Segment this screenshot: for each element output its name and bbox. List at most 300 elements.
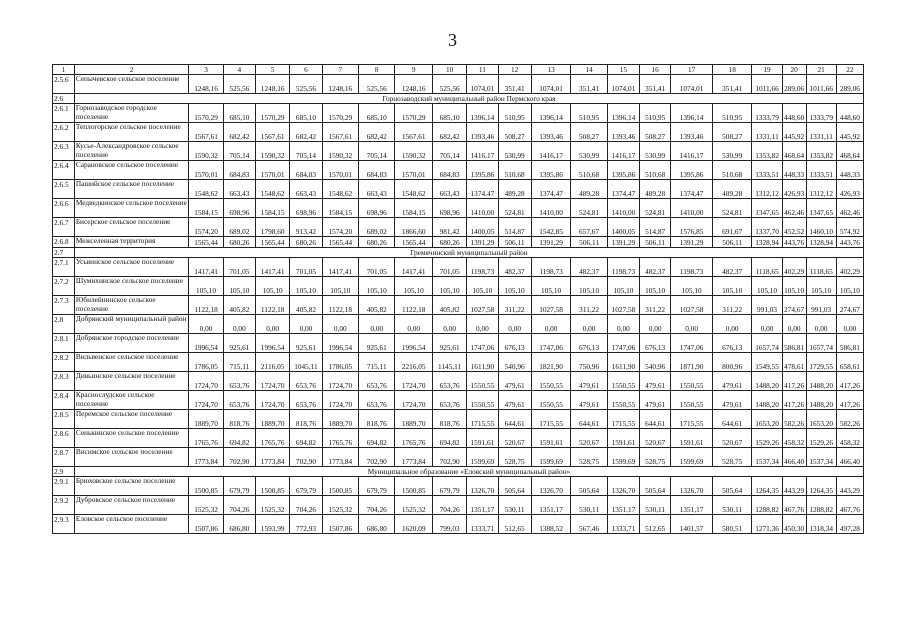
- value-cell: 586,81: [836, 334, 863, 353]
- value-cell: 1271,36: [752, 515, 782, 534]
- value-cell: 818,76: [359, 410, 395, 429]
- value-cell: 479,61: [571, 372, 607, 391]
- value-cell: 653,76: [359, 391, 395, 410]
- value-cell: 0,00: [255, 315, 289, 334]
- section-title: Горнозаводский муниципальный район Пермского края: [74, 94, 863, 104]
- value-cell: 1747,06: [671, 334, 713, 353]
- value-cell: 505,64: [498, 477, 531, 496]
- value-cell: 105,10: [531, 277, 571, 296]
- value-cell: 105,10: [806, 277, 836, 296]
- value-cell: 1328,94: [806, 237, 836, 248]
- value-cell: 1374,47: [671, 180, 713, 199]
- row-code: 2.7.2: [53, 277, 75, 296]
- value-cell: 489,28: [498, 180, 531, 199]
- tariff-table: [52, 64, 864, 534]
- value-cell: 1724,70: [322, 391, 358, 410]
- value-cell: 1333,71: [467, 515, 498, 534]
- value-cell: 105,10: [836, 277, 863, 296]
- table-row: [53, 315, 864, 334]
- value-cell: 1773,84: [255, 448, 289, 467]
- value-cell: 512,65: [640, 515, 671, 534]
- value-cell: 0,00: [322, 315, 358, 334]
- value-cell: 1724,70: [189, 372, 223, 391]
- settlement-name: Горнозаводское городское поселение: [74, 104, 189, 123]
- value-cell: 311,22: [712, 296, 752, 315]
- value-cell: 510,68: [571, 161, 607, 180]
- value-cell: 524,81: [640, 199, 671, 218]
- value-cell: 750,96: [571, 353, 607, 372]
- value-cell: 1118,65: [752, 258, 782, 277]
- value-cell: 1351,17: [671, 496, 713, 515]
- value-cell: 685,10: [290, 104, 322, 123]
- value-cell: 1318,34: [806, 515, 836, 534]
- value-cell: 0,00: [571, 315, 607, 334]
- value-cell: 489,28: [640, 180, 671, 199]
- value-cell: 351,41: [571, 75, 607, 94]
- value-cell: 1122,18: [322, 296, 358, 315]
- value-cell: 466,40: [836, 448, 863, 467]
- value-cell: 1570,01: [189, 161, 223, 180]
- value-cell: 524,81: [571, 199, 607, 218]
- row-code: 2.8.4: [53, 391, 75, 410]
- section-title: Муниципальное образование «Еловский муниципальный район»: [74, 467, 863, 477]
- value-cell: 1400,05: [607, 218, 639, 237]
- value-cell: 1889,70: [255, 410, 289, 429]
- value-cell: 1525,32: [322, 496, 358, 515]
- value-cell: 1773,84: [395, 448, 432, 467]
- value-cell: 1351,17: [531, 496, 571, 515]
- value-cell: 0,00: [782, 315, 806, 334]
- value-cell: 1331,11: [806, 123, 836, 142]
- value-cell: 479,61: [712, 372, 752, 391]
- value-cell: 1410,00: [671, 199, 713, 218]
- value-cell: 1045,11: [290, 353, 322, 372]
- settlement-name: Медведкинское сельское поселение: [74, 199, 189, 218]
- value-cell: 1118,65: [806, 258, 836, 277]
- column-header-20: 20: [782, 65, 806, 75]
- value-cell: 402,29: [836, 258, 863, 277]
- value-cell: 0,00: [671, 315, 713, 334]
- value-cell: 653,76: [223, 372, 255, 391]
- column-header-8: 8: [359, 65, 395, 75]
- value-cell: 1391,29: [607, 237, 639, 248]
- settlement-name: Брюховское сельское поселение: [74, 477, 189, 496]
- value-cell: 1500,85: [255, 477, 289, 496]
- value-cell: 1565,44: [255, 237, 289, 248]
- value-cell: 510,95: [571, 104, 607, 123]
- value-cell: 1550,55: [671, 372, 713, 391]
- value-cell: 679,79: [223, 477, 255, 496]
- value-cell: 524,81: [498, 199, 531, 218]
- value-cell: 466,40: [782, 448, 806, 467]
- value-cell: 1996,54: [322, 334, 358, 353]
- value-cell: 1198,73: [671, 258, 713, 277]
- value-cell: 1599,69: [607, 448, 639, 467]
- value-cell: 1326,70: [671, 477, 713, 496]
- table-row: [53, 199, 864, 218]
- row-code: 2.9.2: [53, 496, 75, 515]
- value-cell: 506,11: [498, 237, 531, 248]
- value-cell: 1570,01: [255, 161, 289, 180]
- row-code: 2.6: [53, 94, 75, 104]
- value-cell: 520,67: [712, 429, 752, 448]
- value-cell: 512,65: [498, 515, 531, 534]
- value-cell: 1326,70: [531, 477, 571, 496]
- value-cell: 1410,00: [467, 199, 498, 218]
- value-cell: 1599,69: [671, 448, 713, 467]
- column-header-12: 12: [498, 65, 531, 75]
- row-code: 2.8.1: [53, 334, 75, 353]
- value-cell: 289,06: [782, 75, 806, 94]
- value-cell: 574,92: [836, 218, 863, 237]
- value-cell: 1391,29: [531, 237, 571, 248]
- value-cell: 1347,65: [806, 199, 836, 218]
- value-cell: 528,75: [571, 448, 607, 467]
- value-cell: 682,42: [432, 123, 466, 142]
- value-cell: 450,30: [782, 515, 806, 534]
- value-cell: 0,00: [752, 315, 782, 334]
- settlement-name: Дубровское сельское поселение: [74, 496, 189, 515]
- value-cell: 1537,34: [752, 448, 782, 467]
- value-cell: 684,83: [223, 161, 255, 180]
- value-cell: 2216,05: [395, 353, 432, 372]
- value-cell: 443,76: [836, 237, 863, 248]
- value-cell: 644,61: [571, 410, 607, 429]
- value-cell: 468,64: [782, 142, 806, 161]
- value-cell: 663,43: [432, 180, 466, 199]
- value-cell: 530,11: [640, 496, 671, 515]
- value-cell: 1312,12: [752, 180, 782, 199]
- value-cell: 1653,20: [752, 410, 782, 429]
- value-cell: 467,76: [782, 496, 806, 515]
- value-cell: 510,95: [640, 104, 671, 123]
- value-cell: 1416,17: [607, 142, 639, 161]
- value-cell: 1584,15: [322, 199, 358, 218]
- header-row: [53, 65, 864, 75]
- value-cell: 402,29: [782, 258, 806, 277]
- value-cell: 497,28: [836, 515, 863, 534]
- row-code: 2.6.3: [53, 142, 75, 161]
- value-cell: 582,26: [836, 410, 863, 429]
- value-cell: 704,26: [223, 496, 255, 515]
- value-cell: 676,13: [498, 334, 531, 353]
- value-cell: 676,13: [571, 334, 607, 353]
- settlement-name: Шумихинское сельское поселение: [74, 277, 189, 296]
- value-cell: 1567,61: [322, 123, 358, 142]
- value-cell: 1333,71: [607, 515, 639, 534]
- value-cell: 653,76: [290, 372, 322, 391]
- value-cell: 1548,62: [255, 180, 289, 199]
- page-number: 3: [448, 30, 457, 50]
- value-cell: 1773,84: [322, 448, 358, 467]
- value-cell: 1416,17: [671, 142, 713, 161]
- table-row: [53, 180, 864, 199]
- value-cell: 1351,17: [467, 496, 498, 515]
- value-cell: 1312,12: [806, 180, 836, 199]
- value-cell: 528,75: [640, 448, 671, 467]
- value-cell: 525,56: [432, 75, 466, 94]
- value-cell: 105,10: [322, 277, 358, 296]
- value-cell: 1724,70: [255, 372, 289, 391]
- value-cell: 525,56: [290, 75, 322, 94]
- value-cell: 1574,20: [322, 218, 358, 237]
- value-cell: 1591,61: [467, 429, 498, 448]
- value-cell: 1550,55: [671, 391, 713, 410]
- value-cell: 653,76: [359, 372, 395, 391]
- table-row: [53, 391, 864, 410]
- value-cell: 445,92: [782, 123, 806, 142]
- value-cell: 1724,70: [322, 372, 358, 391]
- value-cell: 818,76: [223, 410, 255, 429]
- value-cell: 105,10: [640, 277, 671, 296]
- value-cell: 1786,05: [189, 353, 223, 372]
- value-cell: 510,95: [712, 104, 752, 123]
- value-cell: 458,32: [782, 429, 806, 448]
- value-cell: 448,33: [782, 161, 806, 180]
- value-cell: 510,68: [498, 161, 531, 180]
- value-cell: 1417,41: [255, 258, 289, 277]
- value-cell: 1715,55: [671, 410, 713, 429]
- value-cell: 1570,29: [395, 104, 432, 123]
- value-cell: 925,61: [432, 334, 466, 353]
- value-cell: 1584,15: [255, 199, 289, 218]
- value-cell: 644,61: [498, 410, 531, 429]
- value-cell: 1657,74: [752, 334, 782, 353]
- value-cell: 1122,18: [255, 296, 289, 315]
- value-cell: 0,00: [223, 315, 255, 334]
- value-cell: 105,10: [255, 277, 289, 296]
- value-cell: 1248,16: [189, 75, 223, 94]
- row-code: 2.8.7: [53, 448, 75, 467]
- value-cell: 1374,47: [531, 180, 571, 199]
- value-cell: 1548,62: [322, 180, 358, 199]
- value-cell: 1996,54: [189, 334, 223, 353]
- value-cell: 1590,32: [322, 142, 358, 161]
- value-cell: 644,61: [712, 410, 752, 429]
- value-cell: 506,11: [640, 237, 671, 248]
- value-cell: 514,87: [640, 218, 671, 237]
- row-code: 2.6.2: [53, 123, 75, 142]
- value-cell: 1074,01: [531, 75, 571, 94]
- value-cell: 417,26: [782, 372, 806, 391]
- value-cell: 467,76: [836, 496, 863, 515]
- value-cell: 0,00: [467, 315, 498, 334]
- value-cell: 1525,32: [189, 496, 223, 515]
- column-header-17: 17: [671, 65, 713, 75]
- column-header-7: 7: [322, 65, 358, 75]
- value-cell: 445,92: [836, 123, 863, 142]
- value-cell: 1729,55: [806, 353, 836, 372]
- value-cell: 1396,14: [467, 104, 498, 123]
- value-cell: 1786,05: [322, 353, 358, 372]
- value-cell: 1715,55: [607, 410, 639, 429]
- value-cell: 1417,41: [395, 258, 432, 277]
- value-cell: 1715,55: [467, 410, 498, 429]
- value-cell: 530,11: [712, 496, 752, 515]
- value-cell: 682,42: [359, 123, 395, 142]
- value-cell: 1590,32: [395, 142, 432, 161]
- value-cell: 426,93: [782, 180, 806, 199]
- value-cell: 105,10: [782, 277, 806, 296]
- value-cell: 705,14: [223, 142, 255, 161]
- value-cell: 1765,76: [322, 429, 358, 448]
- table-row: [53, 142, 864, 161]
- value-cell: 1393,46: [467, 123, 498, 142]
- value-cell: 1550,55: [467, 372, 498, 391]
- value-cell: 694,82: [359, 429, 395, 448]
- value-cell: 1507,86: [189, 515, 223, 534]
- row-code: 2.8.6: [53, 429, 75, 448]
- settlement-name: Краснослудское сельское поселение: [74, 391, 189, 410]
- value-cell: 1264,35: [752, 477, 782, 496]
- value-cell: 701,05: [432, 258, 466, 277]
- value-cell: 510,68: [712, 161, 752, 180]
- value-cell: 663,43: [223, 180, 255, 199]
- value-cell: 1488,20: [752, 391, 782, 410]
- value-cell: 1599,69: [467, 448, 498, 467]
- value-cell: 351,41: [640, 75, 671, 94]
- value-cell: 1599,69: [531, 448, 571, 467]
- value-cell: 0,00: [290, 315, 322, 334]
- settlement-name: Висимское сельское поселение: [74, 448, 189, 467]
- value-cell: 1996,54: [255, 334, 289, 353]
- value-cell: 698,96: [432, 199, 466, 218]
- value-cell: 1248,16: [322, 75, 358, 94]
- value-cell: 1548,62: [189, 180, 223, 199]
- value-cell: 405,82: [223, 296, 255, 315]
- value-cell: 1388,52: [531, 515, 571, 534]
- value-cell: 1611,90: [467, 353, 498, 372]
- value-cell: 0,00: [836, 315, 863, 334]
- value-cell: 1765,76: [189, 429, 223, 448]
- value-cell: 913,42: [290, 218, 322, 237]
- value-cell: 1395,86: [467, 161, 498, 180]
- value-cell: 1416,17: [467, 142, 498, 161]
- value-cell: 1765,76: [395, 429, 432, 448]
- table-row: [53, 218, 864, 237]
- value-cell: 1550,55: [531, 372, 571, 391]
- value-cell: 1410,00: [607, 199, 639, 218]
- value-cell: 1747,06: [467, 334, 498, 353]
- column-header-16: 16: [640, 65, 671, 75]
- table-row: [53, 515, 864, 534]
- value-cell: 482,37: [571, 258, 607, 277]
- value-cell: 1550,55: [467, 391, 498, 410]
- value-cell: 1500,85: [395, 477, 432, 496]
- value-cell: 685,10: [223, 104, 255, 123]
- value-cell: 448,60: [836, 104, 863, 123]
- value-cell: 505,64: [571, 477, 607, 496]
- value-cell: 1591,61: [671, 429, 713, 448]
- value-cell: 1400,05: [467, 218, 498, 237]
- value-cell: 685,10: [432, 104, 466, 123]
- row-code: 2.7.1: [53, 258, 75, 277]
- settlement-name: Усьвинское сельское поселение: [74, 258, 189, 277]
- value-cell: 705,14: [359, 142, 395, 161]
- value-cell: 479,61: [498, 372, 531, 391]
- value-cell: 1333,51: [806, 161, 836, 180]
- value-cell: 489,28: [571, 180, 607, 199]
- table-row: [53, 477, 864, 496]
- value-cell: 701,05: [223, 258, 255, 277]
- value-cell: 1576,85: [671, 218, 713, 237]
- settlement-name: Бисерское сельское поселение: [74, 218, 189, 237]
- value-cell: 514,87: [498, 218, 531, 237]
- value-cell: 525,56: [359, 75, 395, 94]
- value-cell: 1549,55: [752, 353, 782, 372]
- value-cell: 701,05: [290, 258, 322, 277]
- value-cell: 1570,29: [322, 104, 358, 123]
- value-cell: 1996,54: [395, 334, 432, 353]
- value-cell: 1570,29: [255, 104, 289, 123]
- column-header-15: 15: [607, 65, 639, 75]
- column-header-21: 21: [806, 65, 836, 75]
- value-cell: 1747,06: [531, 334, 571, 353]
- value-cell: 1391,29: [467, 237, 498, 248]
- value-cell: 289,06: [836, 75, 863, 94]
- value-cell: 0,00: [607, 315, 639, 334]
- value-cell: 520,67: [571, 429, 607, 448]
- settlement-name: Сарановское сельское поселение: [74, 161, 189, 180]
- value-cell: 505,64: [640, 477, 671, 496]
- settlement-name: Перемское сельское поселение: [74, 410, 189, 429]
- value-cell: 663,43: [290, 180, 322, 199]
- value-cell: 1333,79: [752, 104, 782, 123]
- value-cell: 705,14: [432, 142, 466, 161]
- value-cell: 530,11: [571, 496, 607, 515]
- value-cell: 701,05: [359, 258, 395, 277]
- value-cell: 1611,90: [607, 353, 639, 372]
- value-cell: 506,11: [712, 237, 752, 248]
- value-cell: 508,27: [571, 123, 607, 142]
- section-row: [53, 94, 864, 104]
- row-code: 2.6.1: [53, 104, 75, 123]
- value-cell: 684,83: [432, 161, 466, 180]
- value-cell: 530,99: [571, 142, 607, 161]
- value-cell: 458,32: [836, 429, 863, 448]
- column-header-10: 10: [432, 65, 466, 75]
- value-cell: 417,26: [836, 391, 863, 410]
- value-cell: 426,93: [836, 180, 863, 199]
- value-cell: 508,27: [498, 123, 531, 142]
- value-cell: 1574,20: [189, 218, 223, 237]
- settlement-name: Вильвенское сельское поселение: [74, 353, 189, 372]
- value-cell: 586,81: [782, 334, 806, 353]
- table-row: [53, 161, 864, 180]
- value-cell: 1122,18: [395, 296, 432, 315]
- value-cell: 1889,70: [322, 410, 358, 429]
- value-cell: 1747,06: [607, 334, 639, 353]
- value-cell: 1396,14: [671, 104, 713, 123]
- value-cell: 528,75: [712, 448, 752, 467]
- value-cell: 405,82: [359, 296, 395, 315]
- value-cell: 1550,55: [531, 391, 571, 410]
- value-cell: 680,26: [290, 237, 322, 248]
- value-cell: 800,96: [712, 353, 752, 372]
- value-cell: 530,99: [498, 142, 531, 161]
- value-cell: 0,00: [806, 315, 836, 334]
- value-cell: 653,76: [432, 391, 466, 410]
- value-cell: 1337,70: [752, 218, 782, 237]
- value-cell: 1657,74: [806, 334, 836, 353]
- value-cell: 1347,65: [752, 199, 782, 218]
- value-cell: 540,96: [498, 353, 531, 372]
- table-row: [53, 429, 864, 448]
- value-cell: 540,96: [640, 353, 671, 372]
- value-cell: 686,80: [223, 515, 255, 534]
- table-row: [53, 496, 864, 515]
- column-header-22: 22: [836, 65, 863, 75]
